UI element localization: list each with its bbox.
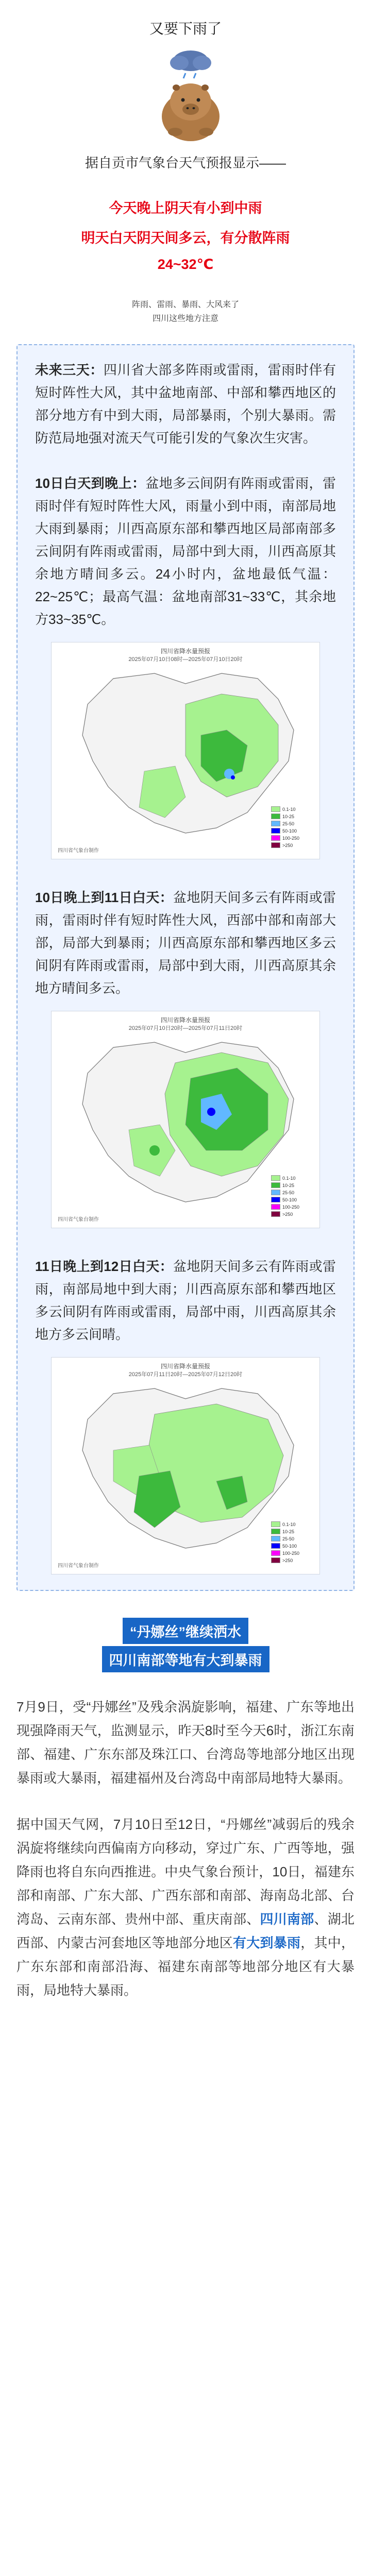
outlook-lead: 未来三天： — [35, 362, 104, 378]
legend-item: 0.1-10 — [271, 806, 312, 812]
forecast-tomorrow: 明天白天阴天间多云，有分散阵雨 — [81, 230, 290, 246]
legend-item: >250 — [271, 1557, 312, 1563]
night10-lead: 10日晚上到11日白天： — [35, 890, 174, 905]
legend-item: 10-25 — [271, 1529, 312, 1534]
legend-item: >250 — [271, 842, 312, 848]
typhoon-banner-line-1: “丹娜丝”继续洒水 — [123, 1618, 248, 1644]
page-title: 又要下雨了 — [149, 21, 222, 37]
forecast-summary — [0, 170, 371, 294]
legend-item: >250 — [271, 1211, 312, 1217]
legend-item: 0.1-10 — [271, 1521, 312, 1527]
legend-item: 10-25 — [271, 814, 312, 819]
map-legend — [271, 1174, 312, 1218]
rain-map-3 — [51, 1357, 320, 1574]
outlook-night10 — [35, 886, 336, 999]
night10-text: 盆地阴天间多云有阵雨或雷雨，雷雨时伴有短时阵性大风，西部中部和南部大部，局部大到暴雨；川西高原东部和攀西地区多云间阴有阵雨或雷雨，局部中到大雨，川西高原其余地方晴间多云。 — [35, 890, 336, 996]
typhoon-banner — [0, 1618, 371, 1672]
forecast-card — [16, 344, 355, 1591]
legend-item: 100-250 — [271, 1204, 312, 1210]
article-header — [0, 0, 371, 170]
outlook-night11 — [35, 1255, 336, 1346]
typhoon-p2-part-a: 据中国天气网，7月10日至12日，“丹娜丝”减弱后的残余涡旋将继续向西偏南方向移动，穿过广东、广西等地，强降雨也将自东向西推进。中央气象台预计，10日，福建东部和南部、广东大部、广西东部和南部、海南岛北部、台湾岛、云南东部、贵州中部、重庆南部、 — [16, 1817, 355, 1927]
forecast-temperature: 24~32℃ — [157, 257, 214, 272]
capybara-umbrella-mascot-icon — [155, 44, 227, 147]
legend-item: 50-100 — [271, 1543, 312, 1549]
day10-text: 盆地多云间阴有阵雨或雷雨，雷雨时伴有短时阵性大风，雨量小到中雨，南部局地大雨到暴雨；川西高原东部和攀西地区局部南部多云间阴有阵雨或雷雨，局部中到大雨，川西高原其余地方晴间多云。24小时内，盆地最低气温：22~25℃；最高气温：盆地南部31~33℃，其余地方33~35℃。 — [35, 476, 336, 627]
rain-map-1 — [51, 642, 320, 859]
legend-item: 25-50 — [271, 1536, 312, 1541]
outlook-day10 — [35, 472, 336, 631]
intro-text: 据自贡市气象台天气预报显示—— — [85, 155, 286, 171]
map-legend — [271, 1520, 312, 1565]
map-subtitle: 2025年07月10日08时—2025年07月10日20时 — [128, 656, 243, 663]
banner-line-2: 四川这些地方注意 — [152, 314, 218, 323]
rain-map-2 — [51, 1011, 320, 1228]
map-foot: 四川省气象台制作 — [58, 1563, 99, 1569]
typhoon-paragraph-2 — [16, 1812, 355, 2002]
typhoon-p2-highlight-rain: 有大到暴雨 — [232, 1935, 301, 1951]
map-legend — [271, 805, 312, 850]
map-subtitle: 2025年07月10日20时—2025年07月11日20时 — [128, 1025, 243, 1031]
outlook-text: 四川省大部多阵雨或雷雨，雷雨时伴有短时阵性大风，其中盆地南部、中部和攀西地区的部分地方有中到大雨，局部暴雨，个别大暴雨。需防范局地强对流天气可能引发的气象次生灾害。 — [35, 362, 336, 446]
legend-item: 10-25 — [271, 1182, 312, 1188]
legend-item: 50-100 — [271, 828, 312, 834]
map-foot: 四川省气象台制作 — [58, 848, 99, 854]
forecast-tonight: 今天晚上阴天有小到中雨 — [109, 200, 262, 216]
typhoon-p2-part-c: 、湖北西部、内蒙古河套地区等地部分地区 — [16, 1911, 355, 1951]
legend-item: 0.1-10 — [271, 1175, 312, 1181]
legend-item: 100-250 — [271, 1550, 312, 1556]
night11-text: 盆地阴天间多云有阵雨或雷雨，南部局地中到大雨；川西高原东部和攀西地区多云间阴有阵雨或雷雨，局部中雨，川西高原其余地方多云间晴。 — [35, 1259, 336, 1342]
day10-lead: 10日白天到晚上： — [35, 476, 146, 491]
banner-line-1: 阵雨、雷雨、暴雨、大风来了 — [131, 300, 239, 309]
map-foot: 四川省气象台制作 — [58, 1217, 99, 1223]
legend-item: 100-250 — [271, 835, 312, 841]
map-subtitle: 2025年07月11日20时—2025年07月12日20时 — [128, 1371, 243, 1378]
legend-item: 25-50 — [271, 1190, 312, 1195]
typhoon-paragraph-1: 7月9日，受“丹娜丝”及残余涡旋影响，福建、广东等地出现强降雨天气，监测显示，昨天8时至今天6时，浙江东南部、福建、广东东部及珠江口、台湾岛等地部分地区出现暴雨或大暴雨，福建福州及台湾岛中南部局地特大暴雨。 — [16, 1699, 355, 1786]
outlook-three-days — [35, 359, 336, 449]
map-title: 四川省降水量预报 — [160, 648, 210, 655]
legend-item: 50-100 — [271, 1197, 312, 1202]
typhoon-banner-line-2: 四川南部等地有大到暴雨 — [102, 1646, 269, 1672]
legend-item: 25-50 — [271, 821, 312, 826]
map-title: 四川省降水量预报 — [160, 1363, 210, 1370]
typhoon-p2-part-e: ，其中，广东东部和南部沿海、福建东南部等地部分地区有大暴雨，局地特大暴雨。 — [16, 1935, 355, 1998]
map-title: 四川省降水量预报 — [160, 1016, 210, 1024]
section-banner — [0, 298, 371, 324]
night11-lead: 11日晚上到12日白天： — [35, 1259, 174, 1274]
typhoon-p2-highlight-sichuan: 四川南部 — [260, 1911, 314, 1927]
